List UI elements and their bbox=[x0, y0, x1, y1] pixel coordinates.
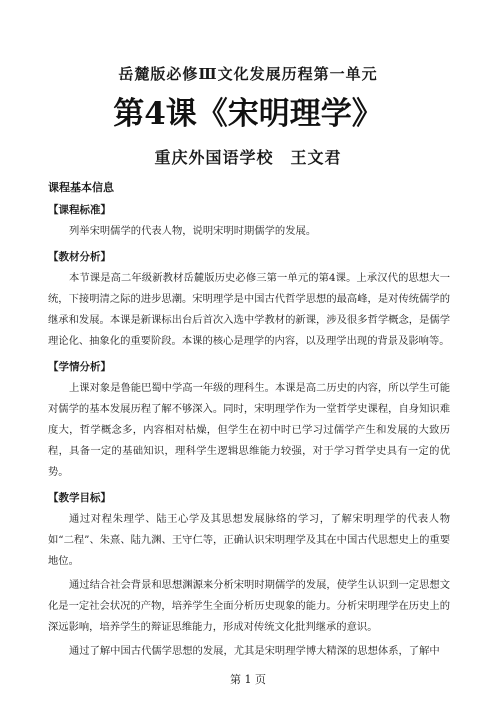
student-analysis-label: 【学情分析】 bbox=[48, 361, 111, 373]
lesson-title: 第4课《宋明理学》 bbox=[113, 96, 383, 132]
unit-header: 岳麓版必修Ⅲ文化发展历程第一单元 bbox=[118, 65, 378, 83]
teaching-objective-3: 通过了解中国古代儒学思想的发展，尤其是宋明理学博大精深的思想体系，了解中 bbox=[69, 645, 440, 657]
textbook-analysis-label: 【教材分析】 bbox=[48, 251, 111, 263]
teaching-objectives-label: 【教学目标】 bbox=[48, 492, 111, 504]
document-body bbox=[48, 177, 450, 662]
textbook-analysis-text: 本节课是高二年级新教材岳麓版历史必修三第一单元的第4课。上承汉代的思想大一统，下接明清之际的进步思潮。宋明理学是中国古代哲学思想的最高峰，是对传统儒学的继承和发展。本课是新课标出台后首次入选中学教材的新课，涉及很多哲学概念，是儒学理论化、抽象化的重要阶段。本课的核心是理学的内容，以及理学出现的背景及影响等。 bbox=[48, 272, 450, 347]
teaching-objective-1: 通过对程朱理学、陆王心学及其思想发展脉络的学习，了解宋明理学的代表人物如“二程”、朱熹、陆九渊、王守仁等，正确认识宋明理学及其在中国古代思想史上的重要地位。 bbox=[48, 513, 450, 567]
student-analysis-text: 上课对象是鲁能巴蜀中学高一年级的理科生。本课是高二历史的内容，所以学生可能对儒学的基本发展历程了解不够深入。同时，宋明理学作为一堂哲学史课程，自身知识难度大，哲学概念多，内容相对枯燥，但学生在初中时已学习过儒学产生和发展的大致历程，具备一定的基础知识，理科学生逻辑思维能力较强，对于学习哲学史具有一定的优势。 bbox=[48, 382, 450, 478]
teaching-objective-2: 通过结合社会背景和思想渊源来分析宋明时期儒学的发展，使学生认识到一定思想文化是一定社会状况的产物，培养学生全面分析历史现象的能力。分析宋明理学在历史上的深远影响，培养学生的辩证思维能力，形成对传统文化批判继承的意识。 bbox=[48, 579, 450, 633]
curriculum-standard-label: 【课程标准】 bbox=[48, 204, 111, 216]
author-line: 重庆外国语学校 王文君 bbox=[154, 148, 342, 167]
curriculum-standard-text: 列举宋明儒学的代表人物，说明宋明时期儒学的发展。 bbox=[69, 225, 317, 237]
page-number: 第 1 页 bbox=[230, 673, 266, 686]
section-title: 课程基本信息 bbox=[48, 181, 114, 194]
